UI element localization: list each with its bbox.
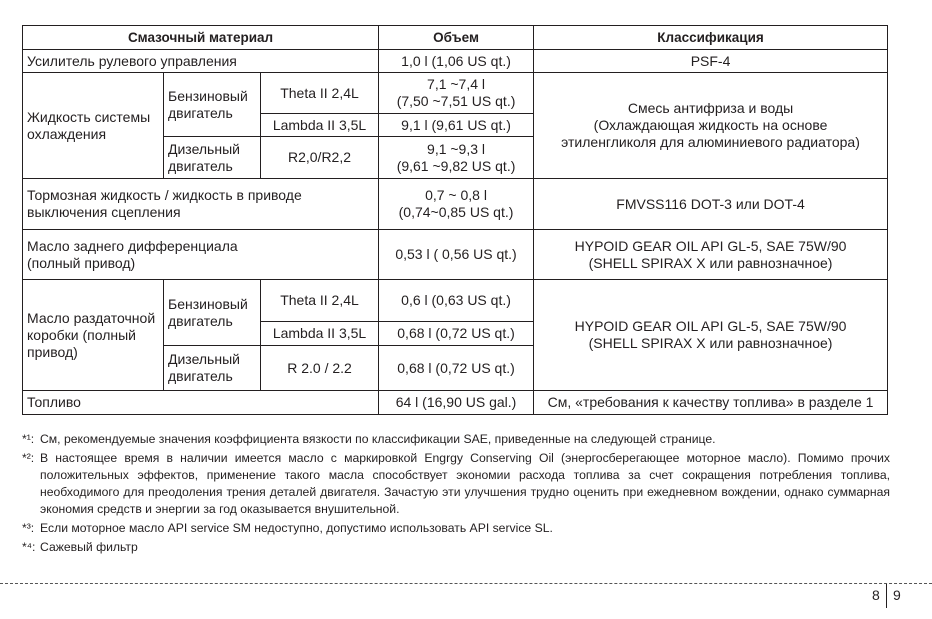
footnote-mark: *³: bbox=[22, 521, 35, 535]
footnotes bbox=[22, 431, 890, 558]
fuel-name: Топливо bbox=[23, 391, 379, 415]
transfer-spec-line1: HYPOID GEAR OIL API GL-5, SAE 75W/90 bbox=[574, 318, 847, 334]
steering-spec: PSF-4 bbox=[534, 50, 888, 73]
rear-diff-volume: 0,53 l ( 0,56 US qt.) bbox=[379, 230, 534, 280]
steering-volume: 1,0 l (1,06 US qt.) bbox=[379, 50, 534, 73]
coolant-theta-engine: Theta II 2,4L bbox=[261, 73, 379, 114]
transfer-lambda-engine: Lambda II 3,5L bbox=[261, 322, 379, 346]
coolant-spec-line2: (Охлаждающая жидкость на основе bbox=[593, 117, 828, 133]
rear-diff-name-line2: (полный привод) bbox=[27, 254, 136, 271]
footnote-mark: *¹: bbox=[22, 432, 35, 446]
transfer-diesel-label: Дизельный двигатель bbox=[164, 346, 261, 391]
coolant-lambda-engine: Lambda II 3,5L bbox=[261, 114, 379, 137]
coolant-theta-volume bbox=[379, 73, 534, 114]
section-number: 8 bbox=[872, 587, 880, 603]
transfer-spec-line2: (SHELL SPIRAX X или равнозначное) bbox=[588, 335, 833, 351]
transfer-theta-engine: Theta II 2,4L bbox=[261, 280, 379, 322]
coolant-r20-volume-line1: 9,1 ~9,3 l bbox=[427, 140, 486, 157]
header-classification: Классификация bbox=[534, 26, 888, 50]
header-material: Смазочный материал bbox=[23, 26, 379, 50]
page-divider bbox=[0, 583, 932, 584]
footnote-mark: *²: bbox=[22, 451, 35, 465]
header-volume: Объем bbox=[379, 26, 534, 50]
coolant-diesel-label: Дизельный двигатель bbox=[164, 137, 261, 179]
rear-diff-spec-line2: (SHELL SPIRAX X или равнозначное) bbox=[588, 254, 833, 271]
transfer-r20-volume: 0,68 l (0,72 US qt.) bbox=[379, 346, 534, 391]
transfer-name: Масло раздаточной коробки (полный привод) bbox=[23, 280, 164, 391]
coolant-petrol-label: Бензиновый двигатель bbox=[164, 73, 261, 137]
table-header-row bbox=[23, 26, 888, 50]
coolant-lambda-volume: 9,1 l (9,61 US qt.) bbox=[379, 114, 534, 137]
coolant-spec-line1: Смесь антифриза и воды bbox=[627, 100, 794, 116]
brake-volume-line1: 0,7 ~ 0,8 l bbox=[425, 187, 487, 203]
page-number: 9 bbox=[893, 587, 901, 603]
footnote bbox=[22, 539, 890, 556]
coolant-name: Жидкость системы охлаждения bbox=[23, 73, 164, 179]
transfer-theta-volume: 0,6 l (0,63 US qt.) bbox=[379, 280, 534, 322]
footnote-text: Сажевый фильтр bbox=[40, 540, 138, 554]
fuel-volume: 64 l (16,90 US gal.) bbox=[379, 391, 534, 415]
table-row bbox=[23, 280, 888, 322]
transfer-r20-engine: R 2.0 / 2.2 bbox=[261, 346, 379, 391]
table-row bbox=[23, 391, 888, 415]
coolant-r20-engine: R2,0/R2,2 bbox=[261, 137, 379, 179]
coolant-theta-volume-line1: 7,1 ~7,4 l bbox=[427, 76, 486, 92]
brake-name bbox=[23, 179, 379, 230]
rear-diff-spec-line1: HYPOID GEAR OIL API GL-5, SAE 75W/90 bbox=[574, 237, 847, 254]
brake-volume bbox=[379, 179, 534, 230]
table-row bbox=[23, 230, 888, 280]
brake-name-line1: Тормозная жидкость / жидкость в приводе bbox=[27, 187, 302, 203]
footnote bbox=[22, 520, 890, 537]
steering-name: Усилитель рулевого управления bbox=[23, 50, 379, 73]
footnote-text: См, рекомендуемые значения коэффициента вязкости по классификации SAE, приведенные на следующей странице. bbox=[40, 432, 716, 446]
transfer-spec bbox=[534, 280, 888, 391]
footnote bbox=[22, 431, 890, 448]
coolant-r20-volume-line2: (9,61 ~9,82 US qt.) bbox=[396, 157, 516, 174]
footnote bbox=[22, 450, 890, 518]
brake-volume-line2: (0,74~0,85 US qt.) bbox=[398, 204, 514, 220]
footnote-text: В настоящее время в наличии имеется масло с маркировкой Engrgy Conserving Oil (энергосберегающее моторное масло). Помимо прочих положительных эффектов, применение такого масла способствует экономии расхода топлива за счет сокращения потребления топлива, необходимого для преодоления трения деталей двигателя. Зачастую эти улучшения трудно оценить при ежедневном вождении, однако суммарная экономия средств и энергии за год оказывается внушительной. bbox=[40, 451, 890, 516]
transfer-lambda-volume: 0,68 l (0,72 US qt.) bbox=[379, 322, 534, 346]
coolant-theta-volume-line2: (7,50 ~7,51 US qt.) bbox=[396, 93, 516, 109]
footnote-mark: *⁴: bbox=[22, 540, 36, 554]
page-number-separator bbox=[886, 584, 887, 608]
brake-name-line2: выключения сцепления bbox=[27, 204, 181, 220]
table-row bbox=[23, 73, 888, 114]
rear-diff-spec bbox=[534, 230, 888, 280]
table-row bbox=[23, 50, 888, 73]
fuel-spec: См, «требования к качеству топлива» в разделе 1 bbox=[534, 391, 888, 415]
rear-diff-name-line1: Масло заднего дифференциала bbox=[27, 237, 238, 254]
coolant-spec bbox=[534, 73, 888, 179]
brake-spec: FMVSS116 DOT-3 или DOT-4 bbox=[534, 179, 888, 230]
transfer-petrol-label: Бензиновый двигатель bbox=[164, 280, 261, 346]
table-row bbox=[23, 179, 888, 230]
coolant-spec-line3: этиленгликоля для алюминиевого радиатора) bbox=[561, 134, 860, 150]
coolant-r20-volume bbox=[379, 137, 534, 179]
rear-diff-name bbox=[23, 230, 379, 280]
footnote-text: Если моторное масло API service SM недоступно, допустимо использовать API service SL. bbox=[40, 521, 553, 535]
lubricant-spec-table bbox=[22, 25, 888, 415]
